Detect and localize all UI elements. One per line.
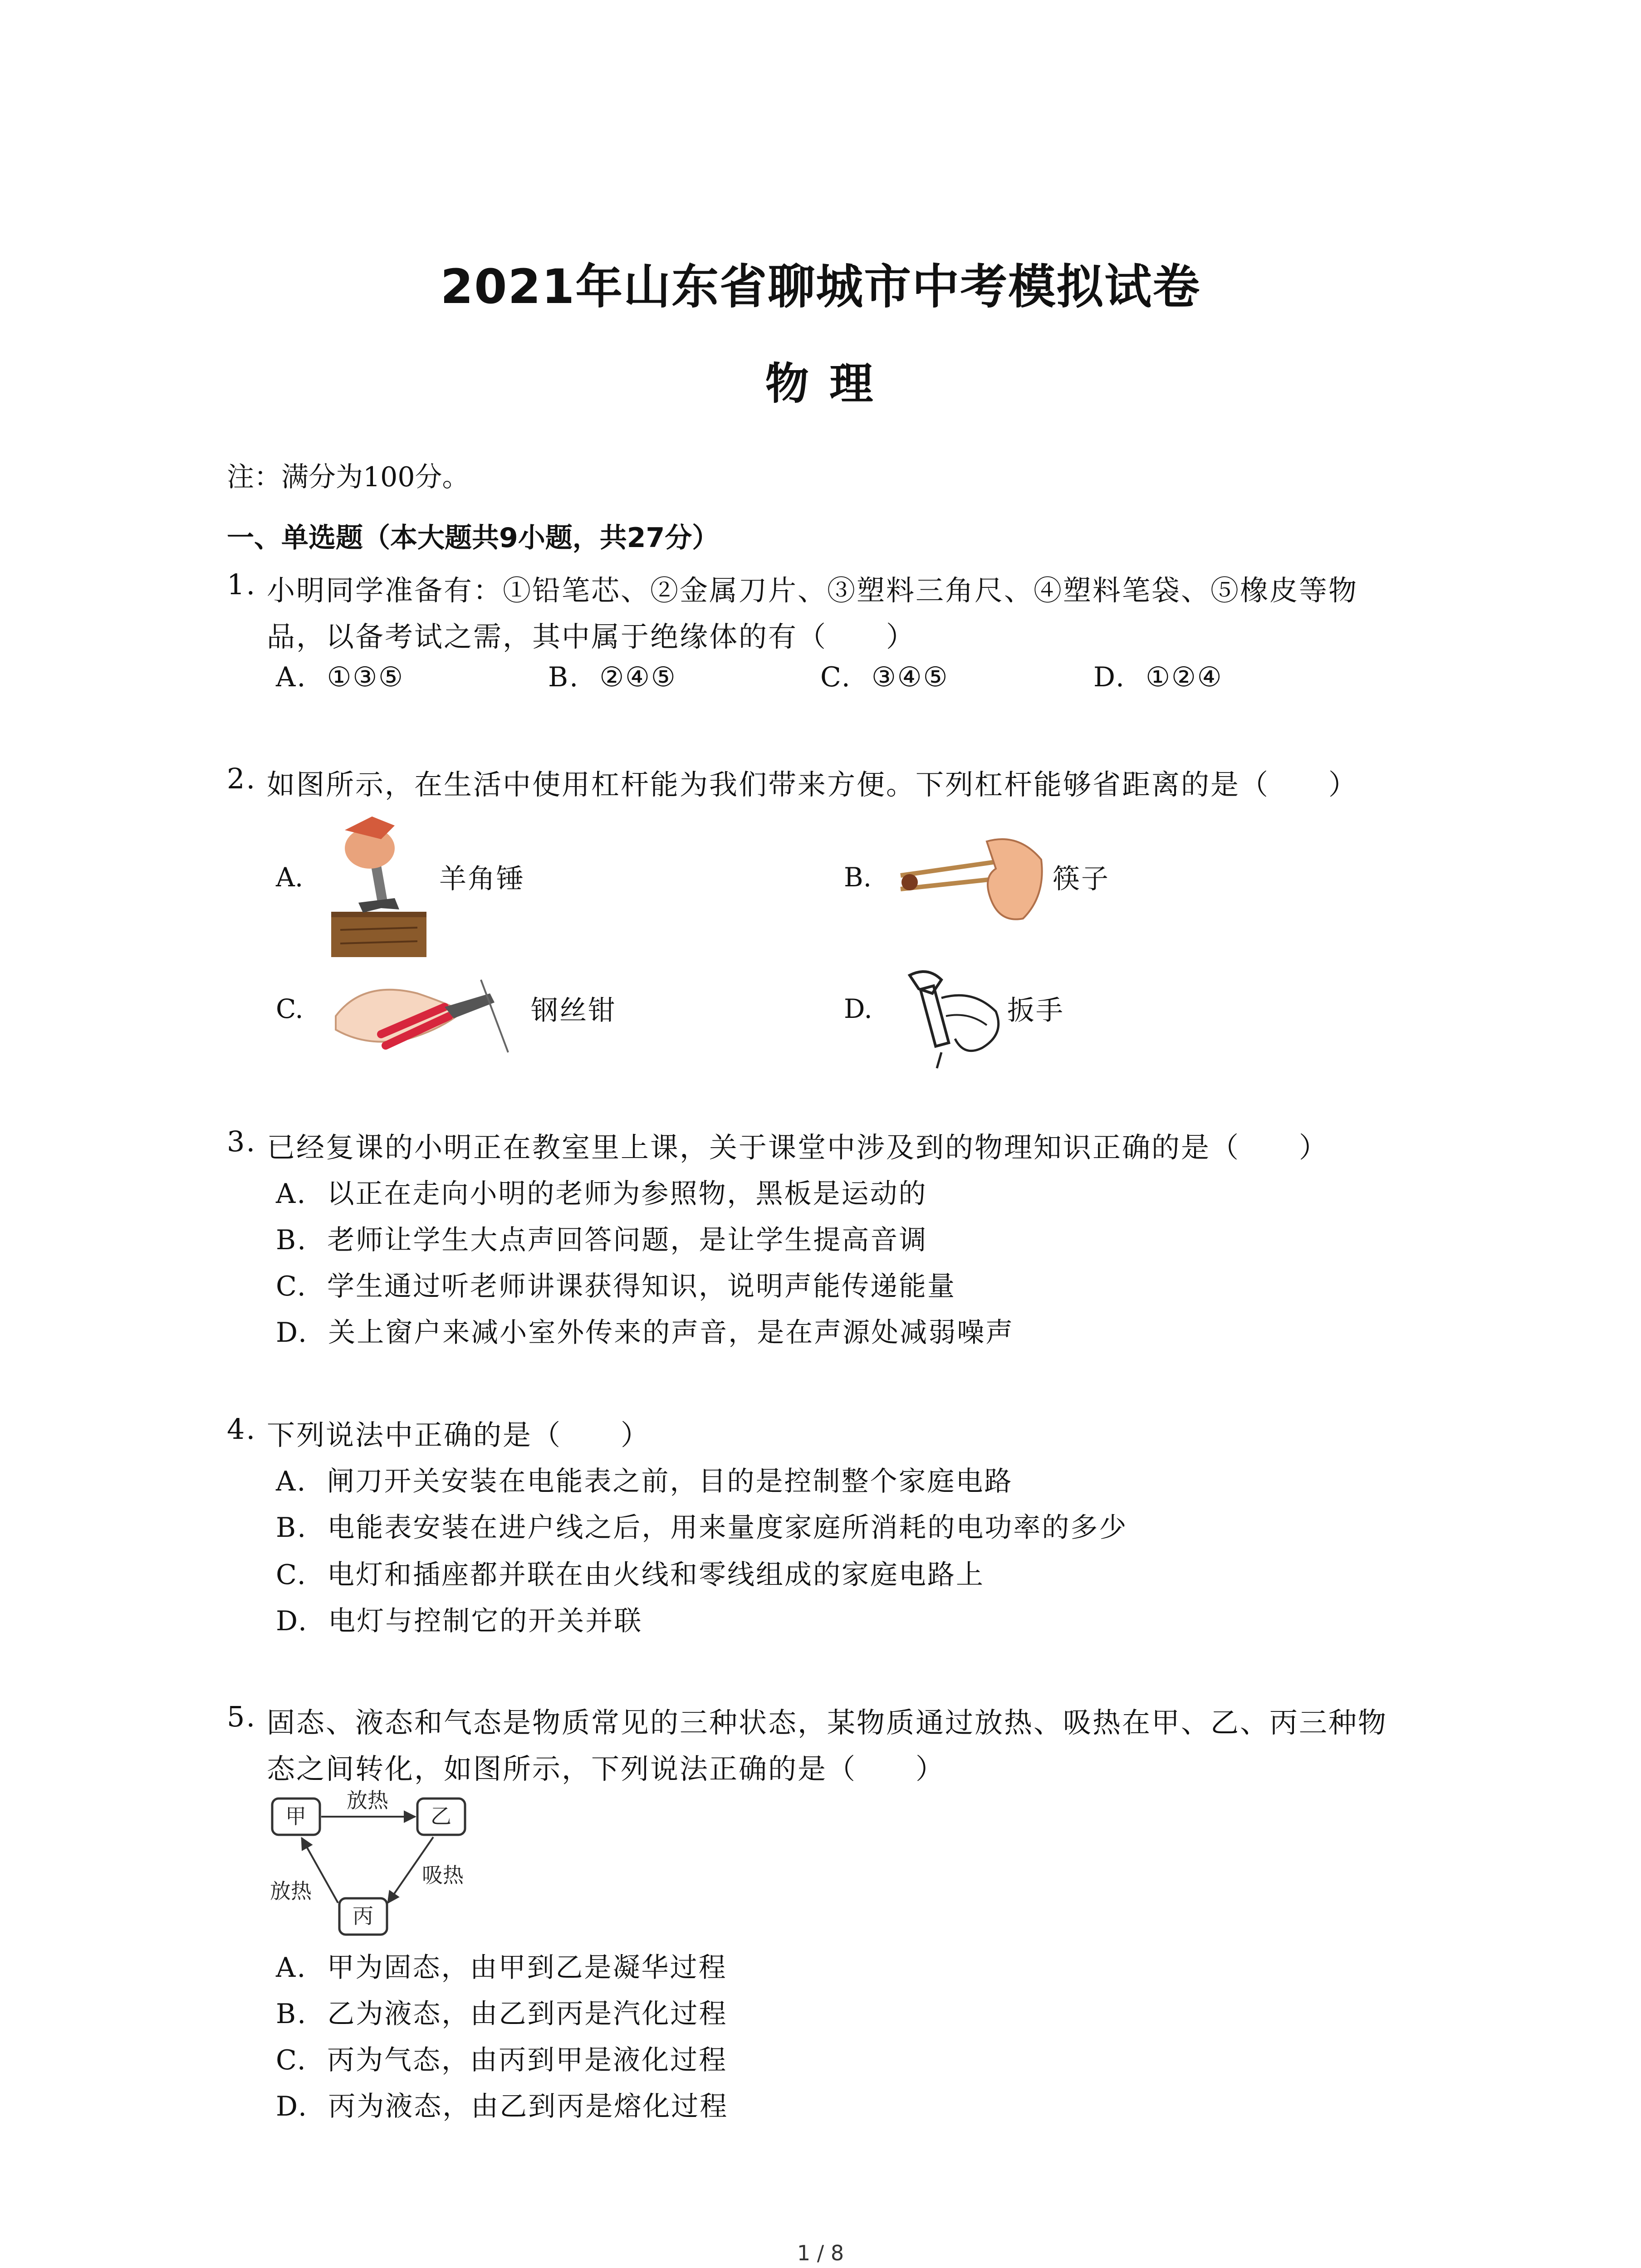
option-text: ②④⑤ [599,661,677,693]
option-label: C. [276,1271,307,1302]
option-b[interactable] [276,1992,727,2031]
option-text: 丙为气态，由丙到甲是液化过程 [327,2044,727,2076]
state-box-jia [272,1799,320,1835]
question-text-line: 小明同学准备有：①铅笔芯、②金属刀片、③塑料三角尺、④塑料笔袋、⑤橡皮等物 [267,574,1358,607]
option-c[interactable] [276,1265,956,1304]
arrow-label: 吸热 [422,1863,464,1887]
option-label: A. [276,862,304,893]
option-text: ③④⑤ [872,661,949,693]
question-text-line: 已经复课的小明正在教室里上课，关于课堂中涉及到的物理知识正确的是（ ） [267,1131,1329,1164]
question-number: 2. [227,762,257,795]
option-a[interactable] [276,1946,727,1985]
subject-title: 物 理 [765,358,876,409]
option-b[interactable] [276,1218,927,1257]
option-label: A. [276,1178,307,1210]
option-c[interactable] [276,1553,985,1592]
question-text-line: 如图所示，在生活中使用杠杆能为我们带来方便。下列杠杆能够省距离的是（ ） [267,768,1358,801]
state-label: 甲 [285,1804,306,1828]
arrow-jia-to-yi [321,1788,415,1817]
question-number: 3. [227,1125,257,1158]
state-change-diagram [268,1787,481,1946]
option-label: C. [820,661,852,693]
wrench-icon [892,962,1019,1070]
option-label: B. [548,661,580,693]
option-label: D. [844,993,872,1024]
option-text: 电能表安装在进户线之后，用来量度家庭所消耗的电功率的多少 [327,1512,1128,1544]
option-text: ①③⑤ [327,661,404,693]
option-text: 以正在走向小明的老师为参照物，黑板是运动的 [327,1178,927,1210]
arrow-bing-to-jia [270,1838,338,1903]
option-b[interactable] [548,661,677,693]
option-text: 电灯与控制它的开关并联 [328,1605,643,1637]
option-label: B. [276,1224,308,1256]
option-text: 闸刀开关安装在电能表之前，目的是控制整个家庭电路 [327,1466,1013,1497]
question-text-line: 下列说法中正确的是（ ） [267,1418,651,1452]
option-label: B. [844,862,872,893]
option-label: D. [276,1317,309,1349]
option-text: 筷子 [1053,863,1110,895]
question-text-line: 固态、液态和气态是物质常见的三种状态，某物质通过放热、吸热在甲、乙、丙三种物 [267,1706,1388,1739]
page-number: 1 / 8 [797,2241,844,2265]
option-d[interactable] [276,1311,1014,1350]
state-label: 丙 [353,1904,373,1928]
pliers-icon [327,962,517,1066]
option-d[interactable] [276,2085,728,2124]
arrow-label: 放热 [270,1879,312,1903]
option-label: D. [1093,661,1126,693]
option-b[interactable] [276,1506,1127,1545]
option-label: C. [276,993,304,1024]
option-d[interactable] [276,1599,642,1638]
option-text: 学生通过听老师讲课获得知识，说明声能传递能量 [327,1271,956,1302]
option-label: B. [276,1512,308,1544]
option-text: 电灯和插座都并联在由火线和零线组成的家庭电路上 [327,1559,985,1591]
option-text: 老师让学生大点声回答问题，是让学生提高音调 [327,1224,928,1256]
option-a[interactable] [276,1460,1013,1499]
section-heading: 一、单选题（本大题共9小题，共27分） [227,522,720,554]
option-label: A. [276,1952,307,1984]
option-text: 羊角锤 [439,863,525,895]
option-text: 扳手 [1007,995,1064,1026]
option-text: ①②④ [1146,661,1223,693]
option-d[interactable] [1093,661,1223,693]
arrow-yi-to-bing [388,1837,464,1903]
option-a[interactable] [276,661,404,693]
option-text: 丙为液态，由乙到丙是熔化过程 [328,2091,729,2122]
question-number: 5. [227,1700,257,1733]
option-text: 关上窗户来减小室外传来的声音，是在声源处减弱噪声 [328,1317,1014,1349]
option-c[interactable] [820,661,949,693]
option-text: 乙为液态，由乙到丙是汽化过程 [327,1998,728,2030]
question-text-line: 态之间转化，如图所示，下列说法正确的是（ ） [267,1752,945,1785]
option-label: A. [276,1466,307,1497]
arrow-label: 放热 [347,1788,388,1813]
option-c[interactable] [276,2038,727,2077]
option-text: 甲为固态，由甲到乙是凝华过程 [327,1952,727,1984]
option-label: B. [276,1998,308,2030]
option-label: D. [276,2091,309,2122]
question-number: 4. [227,1413,257,1446]
claw-hammer-icon [327,812,436,962]
option-a[interactable] [276,1172,927,1211]
question-text-line: 品，以备考试之需，其中属于绝缘体的有（ ） [267,620,916,653]
question-number: 1. [227,568,257,601]
option-label: C. [276,1559,307,1591]
state-box-yi [417,1799,465,1835]
state-label: 乙 [431,1804,451,1828]
option-label: D. [276,1605,309,1637]
score-note: 注：满分为100分。 [227,461,470,493]
chopsticks-icon [896,832,1050,932]
page-title: 2021年山东省聊城市中考模拟试卷 [440,259,1201,314]
option-label: A. [276,661,307,693]
option-label: C. [276,2044,307,2076]
state-box-bing [339,1898,387,1935]
option-text: 钢丝钳 [531,995,617,1026]
